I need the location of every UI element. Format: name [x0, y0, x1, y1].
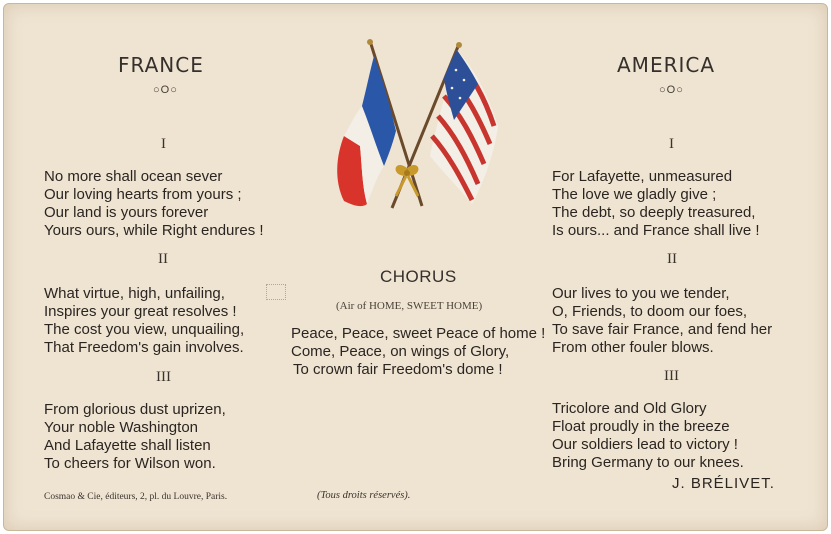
america-stanza-1 [552, 168, 760, 240]
america-stanza-3 [552, 400, 744, 472]
america-stanza-2 [552, 285, 772, 357]
verse-line: Is ours... and France shall live ! [552, 222, 760, 239]
america-numeral-2: II [667, 251, 677, 267]
verse-line: The love we gladly give ; [552, 186, 717, 203]
publisher-credit: Cosmao & Cie, éditeurs, 2, pl. du Louvre, Paris. [44, 492, 228, 502]
verse-line: O, Friends, to doom our foes, [552, 303, 748, 320]
verse-line: Your noble Washington [44, 419, 198, 436]
verse-line: And Lafayette shall listen [44, 437, 211, 454]
french-pole-finial [367, 39, 373, 45]
verse-line: Yours ours, while Right endures ! [44, 222, 264, 239]
us-pole-finial [456, 42, 462, 48]
verse-line: Come, Peace, on wings of Glory, [291, 343, 510, 360]
chorus-title: CHORUS [380, 267, 457, 286]
stamp-mark [266, 284, 286, 300]
verse-line: Our loving hearts from yours ; [44, 186, 242, 203]
verse-line: From glorious dust uprizen, [44, 401, 226, 418]
verse-line: For Lafayette, unmeasured [552, 168, 733, 185]
france-numeral-1: I [161, 136, 166, 152]
rights-notice: (Tous droits réservés). [317, 490, 411, 501]
verse-line: Float proudly in the breeze [552, 418, 730, 435]
verse-line: Our soldiers lead to victory ! [552, 436, 738, 453]
france-numeral-2: II [158, 251, 168, 267]
france-stanza-3 [44, 401, 226, 473]
america-numeral-1: I [669, 136, 674, 152]
verse-line: The cost you view, unquailing, [44, 321, 245, 338]
verse-line: Our land is yours forever [44, 204, 209, 221]
verse-line: Bring Germany to our knees. [552, 454, 744, 471]
verse-line: Our lives to you we tender, [552, 285, 730, 302]
crossed-flags-illustration [322, 36, 507, 214]
france-stanza-1 [44, 168, 264, 240]
verse-line: To crown fair Freedom's dome ! [293, 361, 503, 378]
france-heading: FRANCE [118, 53, 204, 77]
author-signature: J. BRÉLIVET. [672, 475, 775, 492]
france-stanza-2 [44, 285, 244, 357]
verse-line: Peace, Peace, sweet Peace of home ! [291, 325, 546, 342]
verse-line: From other fouler blows. [552, 339, 714, 356]
france-ornament: ○O○ [153, 84, 178, 96]
france-numeral-3: III [156, 369, 171, 385]
america-numeral-3: III [664, 368, 679, 384]
postcard [3, 3, 828, 531]
verse-line: Tricolore and Old Glory [552, 400, 707, 417]
verse-line: No more shall ocean sever [44, 168, 223, 185]
verse-line: To cheers for Wilson won. [44, 455, 216, 472]
verse-line: What virtue, high, unfailing, [44, 285, 225, 302]
chorus-subtitle: (Air of HOME, SWEET HOME) [336, 300, 483, 312]
chorus-verse [291, 325, 545, 379]
us-flag [430, 50, 498, 204]
america-ornament: ○O○ [659, 84, 684, 96]
verse-line: To save fair France, and fend her [552, 321, 773, 338]
verse-line: That Freedom's gain involves. [44, 339, 244, 356]
verse-line: Inspires your great resolves ! [44, 303, 237, 320]
america-heading: AMERICA [617, 53, 716, 77]
verse-line: The debt, so deeply treasured, [552, 204, 756, 221]
